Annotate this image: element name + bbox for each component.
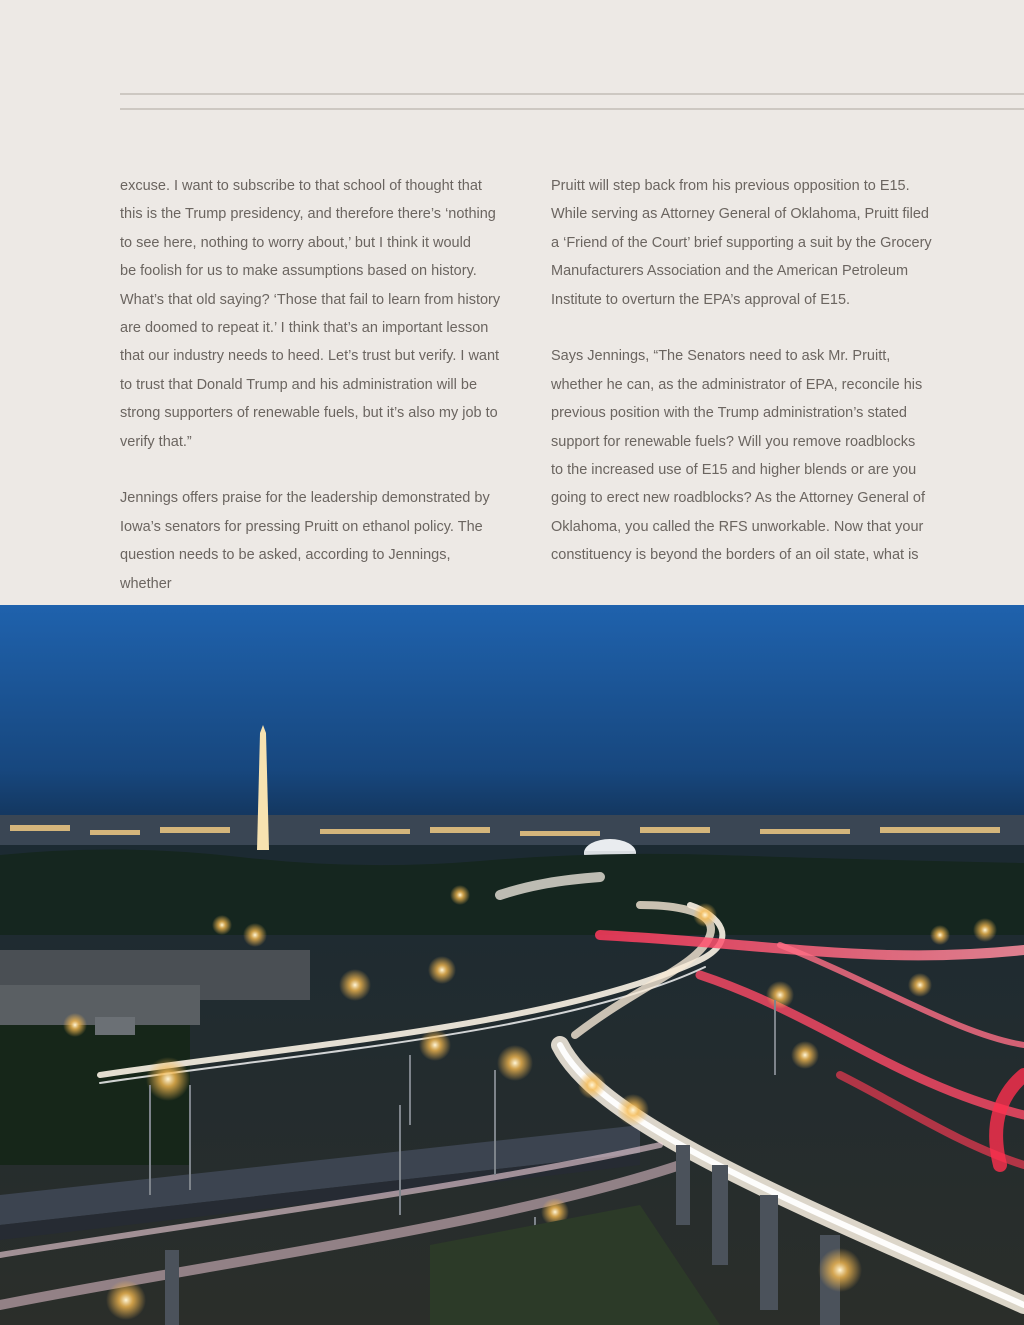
article-column-right [551,172,935,598]
header-rule-top [120,93,1024,95]
article-paragraph: Says Jennings, “The Senators need to ask Mr. Pruitt, whether he can, as the administrator of EPA, reconcile his previous position with the Trump administration’s stated support for renewable fuels? Will you remove roadblocks to the increased use of E15 and higher blends or are you going to erect new roadblocks? As the Attorney General of Oklahoma, you called the RFS unworkable. Now that your constituency is beyond the borders of an oil state, what is [551,348,926,564]
article-paragraph: excuse. I want to subscribe to that school of thought that this is the Trump presidency, and therefore there’s ‘nothing to see here, nothing to worry about,’ but I think it would be foolish for us to make assumptions based on history. What’s that old saying? ‘Those that fail to learn from history are doomed to repeat it.’ I think that’s an important lesson that our industry needs to heed. Let’s trust but verify. I want to trust that Donald Trump and his administration will be strong supporters of renewable fuels, but it’s also my job to verify that.” [120,178,501,450]
article-paragraph: Pruitt will step back from his previous opposition to E15. While serving as Attorney General of Oklahoma, Pruitt filed a ‘Friend of the Court’ brief supporting a suit by the Grocery Manufacturers Association and the American Petroleum Institute to overturn the EPA’s approval of E15. [551,178,932,308]
header-rule-bottom [120,108,1024,110]
article-paragraph: Jennings offers praise for the leadership demonstrated by Iowa’s senators for pressing Pruitt on ethanol policy. The question needs to be asked, according to Jennings, whether [120,490,490,592]
article-column-left [120,172,504,626]
city-highway-night-photo [0,605,1024,1325]
